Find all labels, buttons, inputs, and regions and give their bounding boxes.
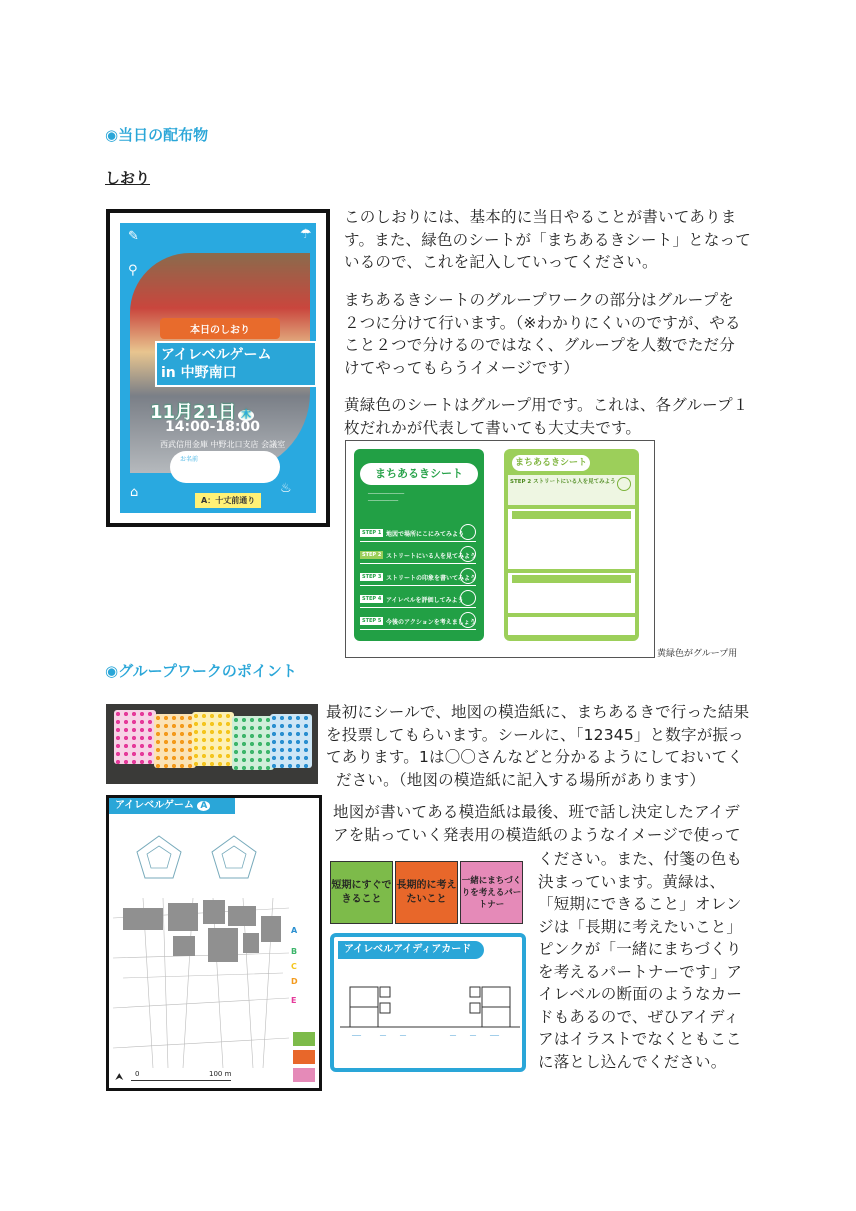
text-line: けてやってもらうイメージです） <box>344 358 580 377</box>
scale-bar <box>131 1080 231 1081</box>
shiori-cover-image <box>106 209 330 527</box>
radar-chart-right <box>212 836 256 878</box>
map-sheet-image <box>106 795 322 1091</box>
people-icon <box>460 546 476 562</box>
radar-chart-left <box>137 836 181 878</box>
svg-text:──: ── <box>400 1033 407 1039</box>
text-line: 決まっています。黄緑は、 <box>538 872 726 891</box>
text-line: ピンクが「一緒にまちづくり <box>538 940 742 958</box>
scale-start: 0 <box>135 1070 140 1078</box>
map-badge: A <box>197 801 210 811</box>
text-line: ジは「長期に考えたいこと」 <box>538 917 743 936</box>
step-label: STEP 5 <box>362 618 382 624</box>
pen-icon <box>460 568 476 584</box>
sheet2-title: まちあるきシート <box>512 455 590 471</box>
cover-game-line2: in 中野南口 <box>161 365 237 381</box>
bicycle-icon: ⚲ <box>128 263 138 278</box>
cover-band: 本日のしおり <box>160 318 280 339</box>
sheet1-title: まちあるきシート <box>360 463 478 485</box>
legend-note-orange <box>293 1050 315 1064</box>
sheet2-table-header <box>512 511 631 519</box>
groupwork-paragraph-2-top <box>333 801 763 846</box>
pencil-icon: ✎ <box>128 229 139 244</box>
people-icon <box>617 477 631 491</box>
note-long-term: 長期的に考えたいこと <box>395 861 458 924</box>
note-short-term: 短期にすぐできること <box>330 861 393 924</box>
step-1 <box>360 527 476 542</box>
step-label: STEP 1 <box>362 530 382 536</box>
legend-note-pink <box>293 1068 315 1082</box>
text-line: 最初にシールで、地図の模造紙に、まちあるきで行った結果 <box>326 703 750 721</box>
text-line: イレベルの断面のようなカー <box>538 985 743 1003</box>
name-field <box>170 451 280 483</box>
sticker-sheet-pink <box>114 710 156 764</box>
idea-card-title: アイレベルアイディアカード <box>338 941 484 959</box>
svg-text:──: ── <box>380 1033 387 1039</box>
text-line: に落とし込んでください。 <box>538 1052 727 1071</box>
groupwork-paragraph-2-side <box>538 848 778 1073</box>
step-text: 地図で場所にこにみてみよう <box>386 531 465 538</box>
sheet1-note: ──────────── ────────── <box>368 491 405 504</box>
sheet2-step-panel <box>508 475 635 505</box>
shop-icon: ⌂ <box>130 485 139 500</box>
text-line: ください。また、付箋の色も <box>538 850 743 868</box>
sheets-caption: 黄緑色がグループ用 <box>657 649 738 659</box>
idea-card-image <box>330 933 526 1072</box>
machiaruki-sheets-image <box>345 440 655 658</box>
step-text: 今後のアクションを考えましょう <box>386 619 476 626</box>
note-partner: 一緒にまちづくりを考えるパートナー <box>460 861 523 924</box>
radar-charts <box>109 818 319 898</box>
step-label: STEP 2 <box>362 552 382 558</box>
text-line: まちあるきシートのグループワークの部分はグループを <box>344 291 735 309</box>
step-3 <box>360 571 476 586</box>
bus-icon: ♨ <box>280 481 292 496</box>
cover-game-title <box>155 341 316 387</box>
sticker-sheet-blue <box>270 714 312 768</box>
text-line: す。また、緑色のシートが「まちあるきシート」となって <box>344 230 751 249</box>
step-label: STEP 3 <box>362 574 382 580</box>
step-label: STEP 4 <box>362 596 382 602</box>
radar-chart-left-inner <box>147 846 171 868</box>
north-arrow-icon: ⮝ <box>115 1072 124 1083</box>
cover-weekday: 木 <box>238 410 254 421</box>
step-4 <box>360 593 476 608</box>
step-2 <box>360 549 476 564</box>
legend-note-green <box>293 1032 315 1046</box>
action-icon <box>460 612 476 628</box>
cover-area-chip: A：十丈前通り <box>195 493 261 508</box>
text-line: アを貼っていく発表用の模造紙のようなイメージで使って <box>333 825 741 844</box>
section-title-groupwork: ◉グループワークのポイント <box>105 662 297 680</box>
text-line: を考えるパートナーです」ア <box>538 962 743 981</box>
sticker-sheet-yellow <box>192 712 234 766</box>
street-map <box>113 898 289 1068</box>
text-line: こと２つで分けるのではなく、グループを人数でただ分 <box>344 336 735 354</box>
sticky-notes-image <box>330 861 526 924</box>
shiori-paragraph-3 <box>344 394 764 439</box>
text-line: いるので、これを記入していってください。 <box>344 253 658 271</box>
text-line: てあります。1は〇〇さんなどと分かるようにしておいてく <box>326 748 744 766</box>
subtitle-shiori: しおり <box>105 169 151 187</box>
stickers-photo <box>106 704 318 784</box>
cover-game-line1: アイレベルゲーム <box>161 347 272 363</box>
svg-text:───: ─── <box>352 1033 362 1039</box>
text-line: ださい。（地図の模造紙に記入する場所があります） <box>336 770 706 789</box>
sheet2-notes <box>508 617 635 635</box>
sheet2-interview <box>508 573 635 613</box>
cover-time: 14:00-18:00 <box>165 419 260 435</box>
svg-text:──: ── <box>450 1033 457 1039</box>
machiaruki-sheet-personal <box>354 449 484 641</box>
machiaruki-sheet-group <box>504 449 639 641</box>
map-title <box>109 798 235 814</box>
section-title-distribution: ◉当日の配布物 <box>105 126 209 144</box>
text-line: 枚だれかが代表して書いても大丈夫です。 <box>344 418 642 437</box>
text-line: を投票してもらいます。シールに、「12345」と数字が振っ <box>326 725 744 744</box>
map-title-text: アイレベルゲーム <box>115 800 194 811</box>
umbrella-icon: ☂ <box>300 227 312 242</box>
eye-icon <box>460 590 476 606</box>
scale-end: 100 m <box>209 1070 232 1078</box>
text-line: このしおりには、基本的に当日やることが書いてありま <box>344 208 737 226</box>
shiori-paragraph-1 <box>344 206 764 274</box>
sheet2-table <box>508 509 635 569</box>
step-5 <box>360 615 476 630</box>
sticker-sheet-green <box>232 716 274 770</box>
cover-place: 西武信用金庫 中野北口支店 会議室 <box>160 440 286 449</box>
radar-chart-right-inner <box>222 846 246 868</box>
street-section-drawing <box>340 963 520 1063</box>
sheet2-interview-header <box>512 575 631 583</box>
sticker-sheet-orange <box>154 714 196 768</box>
text-line: 黄緑色のシートはグループ用です。これは、各グループ１ <box>344 396 749 414</box>
cover-date-text: 11月21日 <box>150 402 237 423</box>
step-text: ストリートにいる人を見てみよう <box>386 553 477 560</box>
map-icon <box>460 524 476 540</box>
map-legend: A B C D E <box>291 926 298 1005</box>
text-line: ２つに分けて行います。（※わかりにくいのですが、やる <box>344 313 741 332</box>
groupwork-paragraph-1 <box>326 701 766 791</box>
svg-text:──: ── <box>470 1033 477 1039</box>
name-label: お名前 <box>180 456 199 463</box>
text-line: 地図が書いてある模造紙は最後、班で話し決定したアイデ <box>333 803 740 821</box>
step-text: ストリートの印象を書いてみよう <box>386 575 477 582</box>
shiori-paragraph-2 <box>344 289 764 379</box>
text-line: ドもあるので、ぜひアイディ <box>538 1007 740 1026</box>
sheet2-step-text: STEP 2 ストリートにいる人を見てみよう <box>510 479 616 485</box>
text-line: 「短期にできること」オレン <box>538 895 742 913</box>
text-line: アはイラストでなくともここ <box>538 1030 742 1048</box>
svg-text:───: ─── <box>490 1033 500 1039</box>
step-text: アイレベルを評価してみよう <box>386 597 464 604</box>
